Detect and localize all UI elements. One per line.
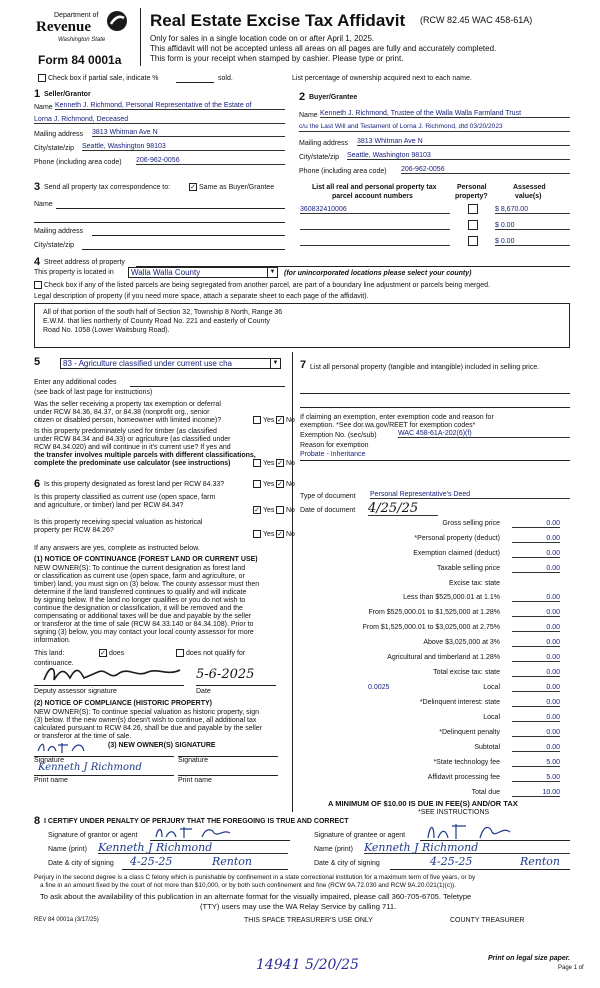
q2-line-d: the transfer involves multiple parcels with different classifications, bbox=[34, 452, 256, 459]
historic-yes-checkbox[interactable] bbox=[253, 530, 261, 538]
parcel-number[interactable] bbox=[300, 222, 450, 230]
notice1-3: timber) land, you must sign on (3) below. The county assessor must then bbox=[34, 581, 260, 588]
reason-label: Reason for exemption bbox=[300, 442, 369, 449]
section-7-number: 7 bbox=[300, 359, 307, 371]
land-does-checkbox[interactable]: ✓ bbox=[100, 650, 106, 657]
perjury-line2: a fine in an amount fixed by the court of not more than $10,000, or by both such confinement and fine (RCW 9A.72.030 and RCW 9A.20.021(1)(c)). bbox=[40, 882, 456, 889]
personal-header-1: Personal bbox=[457, 184, 487, 191]
corr-city-label: City/state/zip bbox=[34, 242, 75, 249]
section-4-number: 4 bbox=[34, 256, 41, 268]
forest-no-checkbox[interactable]: ✓ bbox=[277, 481, 283, 488]
yes-label: Yes bbox=[263, 417, 275, 424]
notice1-1: NEW OWNER(S): To continue the current designation as forest land bbox=[34, 565, 246, 572]
treasurer-use-only: THIS SPACE TREASURER'S USE ONLY bbox=[244, 917, 373, 924]
yes-label: Yes bbox=[263, 531, 275, 538]
parcel-row bbox=[300, 204, 570, 218]
personal-property-label: List all personal property (tangible and intangible) included in selling price. bbox=[310, 364, 540, 371]
notice1-6: continue the designation or classification, it will be removed and the bbox=[34, 605, 243, 612]
assessed-value[interactable]: $ 0.00 bbox=[495, 222, 570, 230]
notice2-1: NEW OWNER(S): To continue special valuation as historic property, sign bbox=[34, 709, 259, 716]
tax-row: *Personal property (deduct) 0.00 bbox=[414, 535, 560, 542]
land-does-not-label: does not qualify for bbox=[186, 650, 246, 657]
section-6-number: 6 bbox=[34, 478, 41, 490]
tax-value[interactable]: 0.00 bbox=[512, 744, 560, 752]
legal-desc-label: Legal description of property (if you need more space, attach a separate sheet to each page of the affidavit). bbox=[34, 293, 369, 300]
seller-city[interactable]: Seattle, Washington 98103 bbox=[82, 143, 285, 151]
q6-2b: and agriculture, or timber) land per RCW 84.34? bbox=[34, 502, 184, 509]
buyer-city-label: City/state/zip bbox=[299, 154, 340, 161]
tax-row: Local 0.00 bbox=[483, 714, 560, 721]
buyer-city[interactable]: Seattle, Washington 98103 bbox=[347, 152, 570, 160]
buyer-heading: Buyer/Grantee bbox=[309, 94, 358, 101]
form-rcw: (RCW 82.45 WAC 458-61A) bbox=[420, 15, 533, 25]
notice1-5: by signing below. If the land no longer qualifies or you do not wish to bbox=[34, 597, 246, 604]
parcel-header-2: parcel account numbers bbox=[332, 193, 413, 200]
additional-codes-label: Enter any additional codes bbox=[34, 379, 117, 386]
assessor-date-value[interactable]: 5-6-2025 bbox=[196, 667, 255, 682]
tax-row: Subtotal 0.00 bbox=[474, 744, 560, 751]
yes-label: Yes bbox=[263, 481, 275, 488]
q1-no-checkbox[interactable]: ✓ bbox=[277, 417, 283, 424]
tax-row: Total due 10.00 bbox=[471, 789, 560, 796]
correspondence-label: Send all property tax correspondence to: bbox=[44, 184, 171, 191]
tax-row: From $525,000.01 to $1,525,000 at 1.28% 0.00 bbox=[368, 609, 560, 616]
seller-name-line1[interactable]: Kenneth J. Richmond, Personal Representative of the Estate of bbox=[55, 102, 285, 110]
form-number: Form 84 0001a bbox=[38, 53, 122, 67]
tax-value[interactable]: 0.00 bbox=[512, 565, 560, 573]
tax-value[interactable]: 0.00 bbox=[512, 639, 560, 647]
tax-row: From $1,525,000.01 to $3,025,000 at 2.75% 0.00 bbox=[362, 624, 560, 631]
land-label: This land: bbox=[34, 650, 65, 657]
alt-format-line1: To ask about the availability of this publication in an alternate format for the visually impaired, please call 360-705-6705. Teletype bbox=[40, 892, 472, 901]
section-8-number: 8 bbox=[34, 815, 41, 827]
grantor-date-label: Date & city of signing bbox=[48, 860, 114, 867]
q2-line-b: under RCW 84.34 and 84.33) or agriculture (as classified under bbox=[34, 436, 231, 443]
perjury-line1: Perjury in the second degree is a class C felony which is punishable by confinement in a state correctional institution for a maximum term of five years, or by bbox=[34, 874, 476, 881]
legal-line3: Road No. 1058 (Lower Waitsburg Road). bbox=[43, 327, 170, 334]
section-1-number: 1 bbox=[34, 88, 41, 100]
q1-line-b: under RCW 84.36, 84.37, or 84.38 (nonprofit org., senior bbox=[34, 409, 210, 416]
assessed-value[interactable]: $ 0.00 bbox=[495, 238, 570, 246]
parcel-row bbox=[300, 220, 570, 234]
q6-3b: property per RCW 84.26? bbox=[34, 527, 114, 534]
notice1-7: compensating or additional taxes will be due and payable by the seller bbox=[34, 613, 252, 620]
grantee-date[interactable]: 4-25-25 bbox=[430, 855, 473, 868]
page-number: Page 1 of bbox=[558, 965, 584, 971]
signature-label: Signature bbox=[34, 757, 64, 764]
notice1-4: determine if the land transferred continues to qualify and will indicate bbox=[34, 589, 247, 596]
uninc-note: (for unincorporated locations please select your county) bbox=[284, 270, 472, 277]
section-2-number: 2 bbox=[299, 91, 306, 103]
header-sub2: This affidavit will not be accepted unless all areas on all pages are fully and accurately completed. bbox=[150, 44, 497, 53]
use-code-select[interactable] bbox=[60, 358, 281, 369]
assessor-date-label: Date bbox=[196, 688, 211, 695]
grantee-name-label: Name (print) bbox=[314, 846, 353, 853]
assessed-header-2: value(s) bbox=[515, 193, 542, 200]
certify-text: I CERTIFY UNDER PENALTY OF PERJURY THAT THE FOREGOING IS TRUE AND CORRECT bbox=[44, 818, 349, 825]
buyer-mailing-label: Mailing address bbox=[299, 140, 349, 147]
tax-row: Less than $525,000.01 at 1.1% 0.00 bbox=[403, 594, 560, 601]
owner-print-name[interactable]: Kenneth J Richmond bbox=[38, 762, 142, 773]
located-in-label: This property is located in bbox=[34, 269, 114, 276]
tax-value[interactable]: 0.00 bbox=[512, 654, 560, 662]
tax-row: *State technology fee 5.00 bbox=[433, 759, 560, 766]
notice1-10: information. bbox=[34, 637, 71, 644]
claim-line1: If claiming an exemption, enter exemption code and reason for bbox=[300, 414, 494, 421]
current-use-no-checkbox[interactable] bbox=[276, 506, 284, 514]
recording-stamp: 14941 5/20/25 bbox=[256, 957, 359, 973]
personal-property-checkbox[interactable] bbox=[468, 236, 478, 246]
exemption-no[interactable]: WAC 458-61A-202(6)(f) bbox=[398, 430, 570, 438]
tax-row: *Delinquent interest: state 0.00 bbox=[419, 699, 560, 706]
seller-heading: Seller/Grantor bbox=[44, 91, 91, 98]
alt-format-line2: (TTY) users may use the WA Relay Service by calling 711. bbox=[200, 902, 397, 911]
grantor-city[interactable]: Renton bbox=[212, 855, 253, 868]
no-label: No bbox=[286, 417, 295, 424]
tax-row: Above $3,025,000 at 3% 0.00 bbox=[423, 639, 560, 646]
q2-line-c: RCW 84.34.020) and will continue in it's current use? If yes and bbox=[34, 444, 231, 451]
logo-swoosh-icon bbox=[106, 10, 128, 32]
tax-row: Agricultural and timberland at 1.28% 0.00 bbox=[387, 654, 560, 661]
same-as-buyer-checkbox[interactable]: ✓ bbox=[190, 184, 196, 191]
reason-value[interactable]: Probate - Inheritance bbox=[300, 451, 366, 458]
county-treasurer: COUNTY TREASURER bbox=[450, 917, 525, 924]
tax-row: Taxable selling price 0.00 bbox=[436, 565, 560, 572]
seller-mailing[interactable]: 3813 Whitman Ave N bbox=[92, 129, 285, 137]
buyer-phone[interactable]: 206-962-0056 bbox=[401, 166, 570, 174]
logo-line-state: Washington State bbox=[58, 37, 106, 43]
county-value: Walla Walla County bbox=[131, 268, 201, 277]
tax-row: *Delinquent penalty 0.00 bbox=[439, 729, 560, 736]
partial-sale-sold: sold. bbox=[218, 75, 233, 82]
ownership-note: List percentage of ownership acquired next to each name. bbox=[292, 75, 472, 82]
q6-3a: Is this property receiving special valuation as historical bbox=[34, 519, 203, 526]
buyer-mailing[interactable]: 3813 Whitman Ave N bbox=[357, 138, 570, 146]
no-label: No bbox=[286, 507, 295, 514]
grantee-date-label: Date & city of signing bbox=[314, 860, 380, 867]
tax-value[interactable]: 5.00 bbox=[512, 774, 560, 782]
forest-yes-checkbox[interactable] bbox=[253, 480, 261, 488]
q2-line-a: Is this property predominately used for timber (as classified bbox=[34, 428, 217, 435]
tax-row: 0.0025 Local 0.00 bbox=[368, 684, 560, 691]
local-rate: 0.0025 bbox=[368, 684, 390, 691]
tax-value[interactable]: 5.00 bbox=[512, 759, 560, 767]
minimum-note: A MINIMUM OF $10.00 IS DUE IN FEE(S) AND/OR TAX bbox=[328, 799, 518, 808]
county-select[interactable] bbox=[128, 267, 278, 278]
tax-value[interactable]: 0.00 bbox=[512, 729, 560, 737]
current-use-yes-checkbox[interactable]: ✓ bbox=[254, 507, 260, 514]
tax-value[interactable]: 0.00 bbox=[512, 609, 560, 617]
grantor-sig-label: Signature of grantor or agent bbox=[48, 832, 138, 839]
tax-value[interactable]: 0.00 bbox=[512, 624, 560, 632]
buyer-name-line1[interactable]: Kenneth J. Richmond, Trustee of the Walla Walla Farmland Trust bbox=[320, 110, 570, 118]
q6-2a: Is this property classified as current use (open space, farm bbox=[34, 494, 216, 501]
header-sub1: Only for sales in a single location code on or after April 1, 2025. bbox=[150, 34, 375, 43]
section-3-number: 3 bbox=[34, 181, 41, 193]
notice1-8: or transferor at the time of sale (RCW 84.33.140 or 84.34.108). Prior to bbox=[34, 621, 254, 628]
street-label: Street address of property bbox=[44, 259, 125, 266]
exemption-label: Exemption No. (sec/sub) bbox=[300, 432, 377, 439]
assessor-signature bbox=[40, 662, 190, 686]
tax-value[interactable]: 10.00 bbox=[512, 789, 560, 797]
tax-row: Affidavit processing fee 5.00 bbox=[427, 774, 560, 781]
print-name-label-2: Print name bbox=[178, 777, 212, 784]
parcel-header-1: List all real and personal property tax bbox=[312, 184, 437, 191]
claim-line2: exemption. *See dor.wa.gov/REET for exemption codes* bbox=[300, 422, 476, 429]
additional-codes-sub: (see back of last page for instructions) bbox=[34, 389, 153, 396]
tax-row: Gross selling price 0.00 bbox=[442, 520, 560, 527]
parcel-list bbox=[300, 204, 570, 254]
segregated-checkbox[interactable] bbox=[34, 281, 42, 289]
legal-description-box[interactable] bbox=[34, 303, 570, 348]
same-as-buyer-label: Same as Buyer/Grantee bbox=[199, 184, 275, 191]
grantee-sig-label: Signature of grantee or agent bbox=[314, 832, 406, 839]
tax-value[interactable]: 0.00 bbox=[512, 535, 560, 543]
seller-city-label: City/state/zip bbox=[34, 145, 75, 152]
segregated-label: Check box if any of the listed parcels are being segregated from another parcel, are part of a boundary line adjustment or parcels being merged. bbox=[44, 282, 490, 289]
q6-1: Is this property designated as forest land per RCW 84.33? bbox=[44, 481, 225, 488]
answer-note: If any answers are yes, complete as instructed below. bbox=[34, 545, 200, 552]
q2-line-e: complete the predominate use calculator (see instructions) bbox=[34, 460, 231, 467]
revenue-logo bbox=[34, 10, 134, 58]
buyer-name-line2[interactable]: c/u the Last Will and Testament of Lorna J. Richmond, dtd 03/20/2023 bbox=[299, 124, 570, 132]
logo-line-revenue: Revenue bbox=[36, 19, 91, 35]
assessed-header-1: Assessed bbox=[513, 184, 546, 191]
notice2-4: or transferor at the time of sale. bbox=[34, 733, 132, 740]
tax-row: Exemption claimed (deduct) 0.00 bbox=[413, 550, 560, 557]
tax-value[interactable]: 0.00 bbox=[512, 684, 560, 692]
chevron-down-icon: ▼ bbox=[267, 268, 277, 277]
chevron-down-icon: ▼ bbox=[270, 359, 280, 368]
q1-yes-checkbox[interactable] bbox=[253, 416, 261, 424]
tax-value[interactable]: 0.00 bbox=[512, 699, 560, 707]
legal-line2: E.W.M. that lies northerly of County Road No. 221 and easterly of County bbox=[43, 318, 270, 325]
seller-phone[interactable]: 206-962-0056 bbox=[136, 157, 285, 165]
corr-mailing-label: Mailing address bbox=[34, 228, 84, 235]
parcel-number[interactable]: 360832410006 bbox=[300, 206, 450, 214]
grantor-date[interactable]: 4-25-25 bbox=[130, 855, 173, 868]
notice1-9: signing (3) below, you may contact your local county assessor for more bbox=[34, 629, 254, 636]
notice2-3: calculated pursuant to RCW 84.26, shall be due and payable by the seller bbox=[34, 725, 263, 732]
assessor-signature-label: Deputy assessor signature bbox=[34, 688, 117, 695]
partial-sale-checkbox[interactable] bbox=[38, 74, 46, 82]
continuance-label: continuance. bbox=[34, 660, 74, 667]
doc-type-label: Type of document bbox=[300, 493, 356, 500]
logo-line-dept: Department of bbox=[54, 12, 99, 19]
personal-property-checkbox[interactable] bbox=[468, 204, 478, 214]
assessed-value[interactable]: $ 8,670.00 bbox=[495, 206, 570, 214]
see-instructions: *SEE INSTRUCTIONS bbox=[418, 809, 490, 816]
tax-value[interactable]: 0.00 bbox=[512, 520, 560, 528]
tax-value[interactable]: 0.00 bbox=[512, 669, 560, 677]
tax-value[interactable]: 0.00 bbox=[512, 714, 560, 722]
seller-name-label: Name bbox=[34, 104, 53, 111]
signature-label-2: Signature bbox=[178, 757, 208, 764]
land-does-not-checkbox[interactable] bbox=[176, 649, 184, 657]
doc-type-value[interactable]: Personal Representative's Deed bbox=[370, 491, 570, 499]
grantor-signature bbox=[152, 825, 242, 839]
form-revision: REV 84 0001a (3/17/25) bbox=[34, 917, 99, 923]
buyer-phone-label: Phone (including area code) bbox=[299, 168, 387, 175]
owner-signature bbox=[36, 739, 96, 755]
seller-phone-label: Phone (including area code) bbox=[34, 159, 122, 166]
no-label: No bbox=[286, 481, 295, 488]
legal-size-note: Print on legal size paper. bbox=[488, 955, 571, 962]
grantor-name-label: Name (print) bbox=[48, 846, 87, 853]
yes-label: Yes bbox=[263, 507, 275, 514]
form-title: Real Estate Excise Tax Affidavit bbox=[150, 11, 406, 30]
buyer-name-label: Name bbox=[299, 112, 318, 119]
q1-line-c: citizen or disabled person, homeowner with limited income)? bbox=[34, 417, 222, 424]
use-code-value: 83 - Agriculture classified under current use cha bbox=[63, 359, 232, 368]
parcel-row bbox=[300, 236, 570, 250]
notice1-2: or classification as current use (open space, farm and agriculture, or bbox=[34, 573, 245, 580]
historic-no-checkbox[interactable]: ✓ bbox=[277, 531, 283, 538]
print-name-label: Print name bbox=[34, 777, 68, 784]
legal-line1: All of that portion of the south half of Section 32, Township 8 North, Range 36 bbox=[43, 309, 283, 316]
q1-line-a: Was the seller receiving a property tax exemption or deferral bbox=[34, 401, 221, 408]
grantee-city[interactable]: Renton bbox=[520, 855, 561, 868]
q2-no-checkbox[interactable]: ✓ bbox=[277, 460, 283, 467]
no-label: No bbox=[286, 531, 295, 538]
tax-row: Total excise tax: state 0.00 bbox=[433, 669, 560, 676]
owner-signature-heading: (3) NEW OWNER(S) SIGNATURE bbox=[108, 742, 216, 749]
section-5-number: 5 bbox=[34, 356, 41, 368]
parcel-number[interactable] bbox=[300, 238, 450, 246]
yes-label: Yes bbox=[263, 460, 275, 467]
q2-yes-checkbox[interactable] bbox=[253, 459, 261, 467]
partial-sale-label: Check box if partial sale, indicate % bbox=[48, 75, 159, 82]
notice2-heading: (2) NOTICE OF COMPLIANCE (HISTORIC PROPERTY) bbox=[34, 700, 212, 707]
notice1-heading: (1) NOTICE OF CONTINUANCE (FOREST LAND OR CURRENT USE) bbox=[34, 556, 258, 563]
land-does-label: does bbox=[109, 650, 125, 657]
tax-value[interactable]: 0.00 bbox=[512, 594, 560, 602]
seller-mailing-label: Mailing address bbox=[34, 131, 84, 138]
personal-property-checkbox[interactable] bbox=[468, 220, 478, 230]
personal-header-2: property? bbox=[455, 193, 488, 200]
grantor-print-name[interactable]: Kenneth J Richmond bbox=[98, 842, 288, 854]
grantee-signature bbox=[424, 822, 524, 840]
tax-value[interactable]: 0.00 bbox=[512, 550, 560, 558]
notice2-2: (3) below. If the new owner(s) doesn't wish to continue, all additional tax bbox=[34, 717, 257, 724]
doc-date-label: Date of document bbox=[300, 507, 356, 514]
seller-name-line2[interactable]: Lorna J. Richmond, Deceased bbox=[34, 116, 285, 124]
grantee-print-name[interactable]: Kenneth J Richmond bbox=[364, 842, 570, 854]
no-label: No bbox=[286, 460, 295, 467]
header-sub3: This form is your receipt when stamped by cashier. Please type or print. bbox=[150, 54, 404, 63]
corr-name-label: Name bbox=[34, 201, 53, 208]
doc-date-value[interactable]: 4/25/25 bbox=[368, 502, 438, 516]
tax-row: Excise tax: state bbox=[449, 580, 500, 587]
